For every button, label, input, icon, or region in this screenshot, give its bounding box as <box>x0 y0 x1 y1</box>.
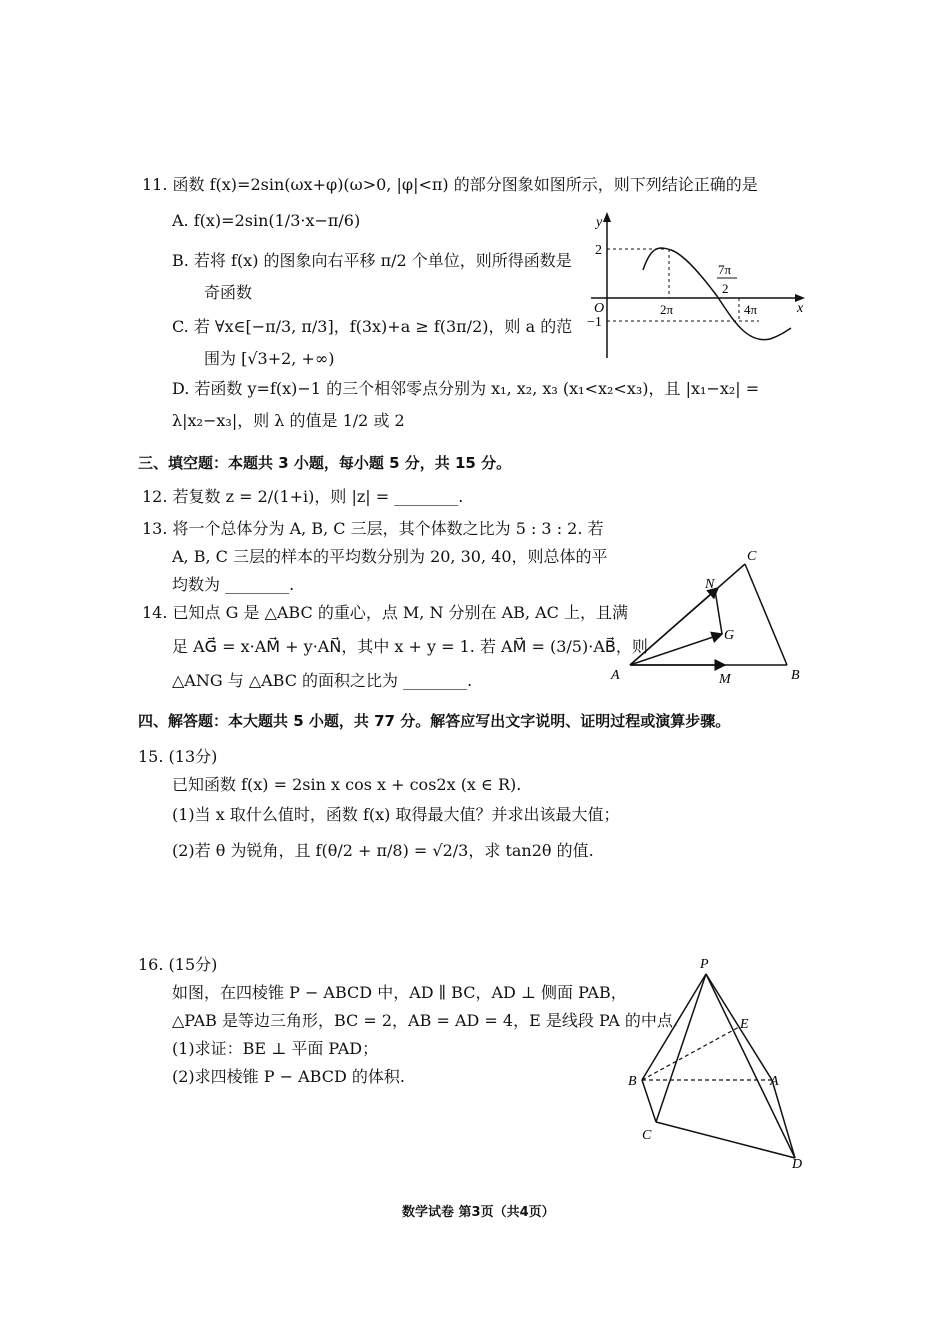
q11-option-c-line1: C. 若 ∀x∈[−π/3, π/3]，f(3x)+a ≥ f(3π/2)，则 a 的范 <box>172 317 573 336</box>
q11-option-d-line1: D. 若函数 y=f(x)−1 的三个相邻零点分别为 x₁, x₂, x₃ (x₁<x₂<x₃)，且 |x₁−x₂| = <box>172 379 760 398</box>
q16-part1: (1)求证：BE ⊥ 平面 PAD； <box>172 1039 379 1058</box>
fig16-E: E <box>740 1017 749 1032</box>
graph-tick-2pi: 2π <box>660 302 674 317</box>
graph-label-7pi: 7π <box>718 262 732 277</box>
fig14-C: C <box>747 549 757 564</box>
q13-line3: 均数为 ________. <box>172 575 295 594</box>
fig14-A: A <box>611 668 620 683</box>
q16-line1: 如图，在四棱锥 P − ABCD 中，AD ∥ BC，AD ⊥ 侧面 PAB， <box>172 983 627 1002</box>
q15-part1: (1)当 x 取什么值时，函数 f(x) 取得最大值？并求出该最大值； <box>172 805 620 824</box>
graph-tick-2: 2 <box>595 243 602 258</box>
q11-option-a: A. f(x)=2sin(1/3·x−π/6) <box>172 211 361 230</box>
q11-option-b-line1: B. 若将 f(x) 的图象向右平移 π/2 个单位，则所得函数是 <box>172 251 572 270</box>
q14-line1: 14. 已知点 G 是 △ABC 的重心，点 M, N 分别在 AB, AC 上，且满 <box>142 603 628 622</box>
sine-curve <box>643 248 791 340</box>
q15-part2: (2)若 θ 为锐角，且 f(θ/2 + π/8) = √2/3，求 tan2θ 的值. <box>172 841 594 860</box>
q13-line2: A, B, C 三层的样本的平均数分别为 20, 30, 40，则总体的平 <box>172 547 608 566</box>
q12-text: 12. 若复数 z = 2/(1+i)，则 |z| = ________. <box>142 487 464 506</box>
graph-tick-neg1: −1 <box>587 315 602 330</box>
graph-tick-4pi: 4π <box>744 302 758 317</box>
q14-line2: 足 AG⃗ = x·AM⃗ + y·AN⃗，其中 x + y = 1. 若 AM⃗ = (3/5)·AB⃗，则 <box>172 637 648 656</box>
q11-option-d-line2: λ|x₂−x₃|，则 λ 的值是 1/2 或 2 <box>172 411 405 430</box>
q15-given: 已知函数 f(x) = 2sin x cos x + cos2x (x ∈ R). <box>172 775 522 794</box>
q16-pyramid-figure <box>620 950 820 1175</box>
page-footer: 数学试卷 第3页（共4页） <box>402 1205 555 1220</box>
q14-triangle-figure <box>605 542 815 687</box>
fig14-N: N <box>705 577 715 592</box>
fig16-D: D <box>792 1157 803 1172</box>
q13-line1: 13. 将一个总体分为 A, B, C 三层，其个体数之比为 5 : 3 : 2. 若 <box>142 519 604 538</box>
fig14-M: M <box>719 672 731 687</box>
q11-option-c-line2: 围为 [√3+2, +∞) <box>204 349 335 368</box>
q11-sine-graph <box>585 210 810 360</box>
section3-heading: 三、填空题：本题共 3 小题，每小题 5 分，共 15 分。 <box>138 454 512 472</box>
fig14-G: G <box>724 628 735 643</box>
graph-label-7pi-den: 2 <box>722 281 729 296</box>
q16-line2: △PAB 是等边三角形，BC = 2，AB = AD = 4，E 是线段 PA 的中点. <box>172 1011 678 1030</box>
q16-header: 16. (15分) <box>138 955 218 974</box>
fig16-P: P <box>700 957 709 972</box>
graph-x-label: x <box>797 301 804 316</box>
fig16-B: B <box>628 1074 637 1089</box>
q11-stem: 11. 函数 f(x)=2sin(ωx+φ)(ω>0, |φ|<π) 的部分图象如图所示，则下列结论正确的是 <box>142 175 758 194</box>
q15-header: 15. (13分) <box>138 747 218 766</box>
fig14-B: B <box>791 668 800 683</box>
q14-line3: △ANG 与 △ABC 的面积之比为 ________. <box>172 671 473 690</box>
q16-part2: (2)求四棱锥 P − ABCD 的体积. <box>172 1067 405 1086</box>
fig16-A: A <box>770 1074 779 1089</box>
fig16-C: C <box>642 1128 652 1143</box>
q11-option-b-line2: 奇函数 <box>204 283 253 302</box>
graph-origin: O <box>594 301 605 316</box>
section4-heading: 四、解答题：本大题共 5 小题，共 77 分。解答应写出文字说明、证明过程或演算步骤。 <box>138 712 731 730</box>
graph-y-label: y <box>596 215 603 230</box>
